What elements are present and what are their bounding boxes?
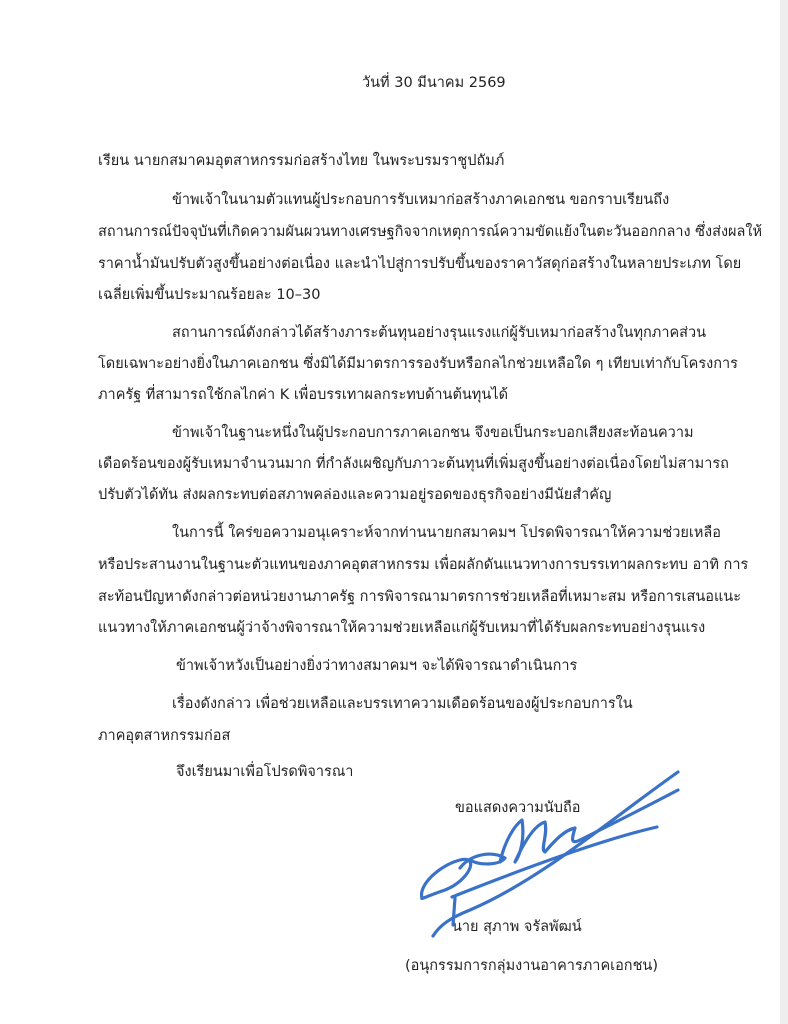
paragraph-2-line: โดยเฉพาะอย่างยิ่งในภาคเอกชน ซึ่งมิได้มีมาตรการรองรับหรือกลไกช่วยเหลือใด ๆ เทียบเท่ากับโครงการ (98, 356, 738, 372)
paragraph-3-line: ข้าพเจ้าในฐานะหนึ่งในผู้ประกอบการภาคเอกชน จึงขอเป็นกระบอกเสียงสะท้อนความ (172, 425, 694, 441)
paragraph-4-line: แนวทางให้ภาคเอกชนผู้ว่าจ้างพิจารณาให้ความช่วยเหลือแก่ผู้รับเหมาที่ได้รับผลกระทบอย่างรุนแรง (98, 620, 706, 636)
paragraph-2-line: ภาครัฐ ที่สามารถใช้กลไกค่า K เพื่อบรรเทาผลกระทบด้านต้นทุนได้ (98, 387, 508, 403)
paragraph-3-line: เดือดร้อนของผู้รับเหมาจำนวนมาก ที่กำลังเผชิญกับภาวะต้นทุนที่เพิ่มสูงขึ้นอย่างต่อเนื่องโดยไม่สามารถ (98, 456, 729, 472)
salutation: เรียน นายกสมาคมอุตสาหกรรมก่อสร้างไทย ในพระบรมราชูปถัมภ์ (98, 153, 505, 169)
paragraph-4-line: สะท้อนปัญหาดังกล่าวต่อหน่วยงานภาครัฐ การพิจารณามาตรการช่วยเหลือที่เหมาะสม หรือการเสนอแนะ (98, 589, 741, 605)
paragraph-4-line: ในการนี้ ใคร่ขอความอนุเคราะห์จากท่านนายกสมาคมฯ โปรดพิจารณาให้ความช่วยเหลือ (172, 525, 721, 541)
closing-regards: ขอแสดงความนับถือ (455, 800, 581, 816)
paragraph-6-line: เรื่องดังกล่าว เพื่อช่วยเหลือและบรรเทาความเดือดร้อนของผู้ประกอบการใน (172, 696, 633, 712)
paragraph-1-line: สถานการณ์ปัจจุบันที่เกิดความผันผวนทางเศรษฐกิจจากเหตุการณ์ความขัดแย้งในตะวันออกกลาง ซึ่งส่งผลให้ (98, 224, 763, 240)
paragraph-1-line: เฉลี่ยเพิ่มขึ้นประมาณร้อยละ 10–30 (98, 287, 321, 303)
page-edge-divider (780, 0, 788, 1024)
paragraph-2-line: สถานการณ์ดังกล่าวได้สร้างภาระต้นทุนอย่างรุนแรงแก่ผู้รับเหมาก่อสร้างในทุกภาคส่วน (172, 325, 707, 341)
paragraph-4-line: หรือประสานงานในฐานะตัวแทนของภาคอุตสาหกรรม เพื่อผลักดันแนวทางการบรรเทาผลกระทบ อาทิ การ (98, 557, 749, 573)
paragraph-1-line: ราคาน้ำมันปรับตัวสูงขึ้นอย่างต่อเนื่อง และนำไปสู่การปรับขึ้นของราคาวัสดุก่อสร้างในหลายประเภท โดย (98, 256, 742, 272)
paragraph-6-line: ภาคอุตสาหกรรมก่อส (98, 728, 231, 744)
signer-name: นาย สุภาพ จรัลพัฒน์ (452, 919, 582, 935)
letter-date: วันที่ 30 มีนาคม 2569 (362, 75, 506, 91)
closing-request: จึงเรียนมาเพื่อโปรดพิจารณา (176, 764, 354, 780)
paragraph-3-line: ปรับตัวได้ทัน ส่งผลกระทบต่อสภาพคล่องและความอยู่รอดของธุรกิจอย่างมีนัยสำคัญ (98, 487, 612, 503)
paragraph-1-line: ข้าพเจ้าในนามตัวแทนผู้ประกอบการรับเหมาก่อสร้างภาคเอกชน ขอกราบเรียนถึง (172, 192, 670, 208)
paragraph-5-line: ข้าพเจ้าหวังเป็นอย่างยิ่งว่าทางสมาคมฯ จะได้พิจารณาดำเนินการ (176, 658, 578, 674)
signer-title: (อนุกรรมการกลุ่มงานอาคารภาคเอกชน) (405, 958, 658, 974)
